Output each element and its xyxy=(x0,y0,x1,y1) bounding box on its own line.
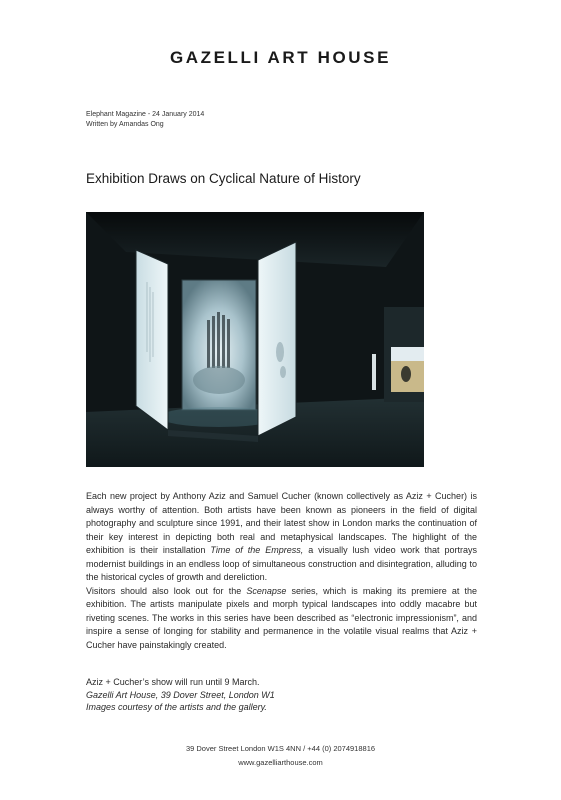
show-run-dates: Aziz + Cucher’s show will run until 9 March. xyxy=(86,677,260,687)
article-byline: Written by Amandas Ong xyxy=(86,121,164,128)
brand-wordmark: GAZELLI ART HOUSE xyxy=(169,48,392,67)
venue-address: Gazelli Art House, 39 Dover Street, London W1 xyxy=(86,689,275,700)
article-paragraph-1: Each new project by Anthony Aziz and Samuel Cucher (known collectively as Aziz + Cucher) is always worthy of attention. Both artists have been known as pioneers in the field of digital photography and sculpture since 1991, and their latest show in London marks the continuation of their key interest in depicting both real and metaphysical landscapes. The highlight of the exhibition is their installation Time of the Empress, a visually lush video work that portrays modernist buildings in an endless loop of simultaneous construction and disintegration, alluding to the historical cycles of growth and dereliction. xyxy=(86,491,478,582)
article-meta xyxy=(86,110,204,130)
footer-website-link[interactable]: www.gazelliarthouse.com xyxy=(238,758,323,767)
article-paragraph-2: Visitors should also look out for the Scenapse series, which is making its premiere at the exhibition. The artists manipulate pixels and morph typical landscapes into oddly macabre but riveting scenes. The works in this series have been described as “electronic impressionism”, and inspire a sense of longing for stability and permanence in the volatile visual realms that Aziz + Cucher have painstakingly created. xyxy=(86,585,477,650)
image-credit: Images courtesy of the artists and the gallery. xyxy=(86,702,267,712)
article-headline: Exhibition Draws on Cyclical Nature of History xyxy=(86,171,361,186)
article-closing xyxy=(86,676,477,714)
article-source: Elephant Magazine - 24 January 2014 xyxy=(86,111,205,118)
article-body xyxy=(86,490,477,652)
footer-address: 39 Dover Street London W1S 4NN / +44 (0) 2074918816 xyxy=(185,744,376,753)
installation-photo xyxy=(86,212,424,467)
